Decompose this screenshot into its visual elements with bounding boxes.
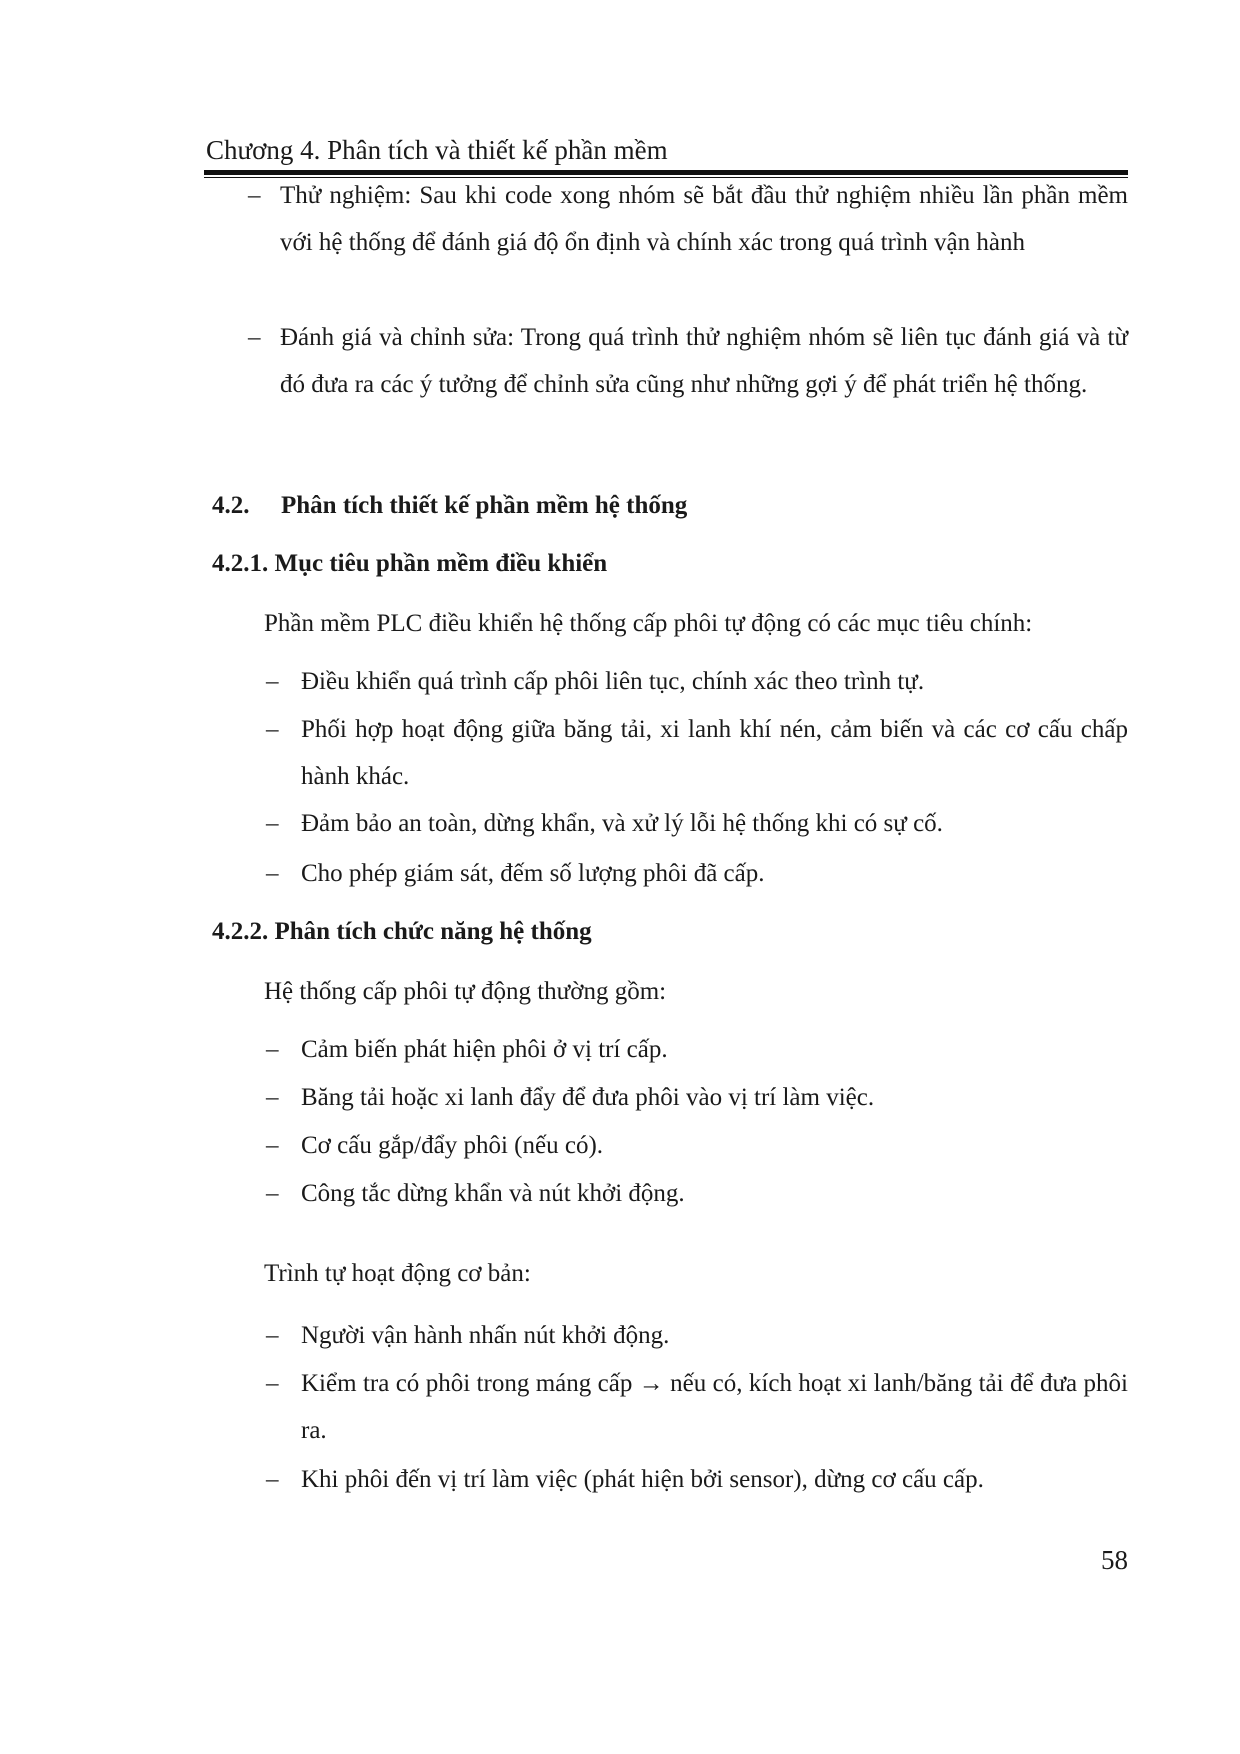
list-dash: – bbox=[248, 324, 261, 351]
list-item: Khi phôi đến vị trí làm việc (phát hiện bởi sensor), dừng cơ cấu cấp. bbox=[301, 1466, 984, 1493]
list-dash: – bbox=[266, 1466, 279, 1493]
list-item: Cơ cấu gắp/đẩy phôi (nếu có). bbox=[301, 1132, 604, 1159]
subsection-heading: 4.2.1. Mục tiêu phần mềm điều khiển bbox=[212, 550, 608, 577]
list-item: Đánh giá và chỉnh sửa: Trong quá trình thử nghiệm nhóm sẽ liên tục đánh giá và từ đó đưa ra các ý tưởng để chỉnh sửa cũng như những gợi ý để phát triển hệ thống. bbox=[280, 324, 1128, 398]
section-title: Phân tích thiết kế phần mềm hệ thống bbox=[281, 492, 688, 519]
list-item: Kiểm tra có phôi trong máng cấp → nếu có, kích hoạt xi lanh/băng tải để đưa phôi ra. bbox=[301, 1370, 1128, 1444]
list-item: Cho phép giám sát, đếm số lượng phôi đã cấp. bbox=[301, 860, 765, 887]
list-dash: – bbox=[266, 1132, 279, 1159]
paragraph: Trình tự hoạt động cơ bản: bbox=[264, 1260, 531, 1287]
list-item: Cảm biến phát hiện phôi ở vị trí cấp. bbox=[301, 1036, 668, 1063]
list-item: Người vận hành nhấn nút khởi động. bbox=[301, 1322, 670, 1349]
list-dash: – bbox=[266, 1084, 279, 1111]
chapter-header: Chương 4. Phân tích và thiết kế phần mềm bbox=[206, 135, 668, 165]
page-number: 58 bbox=[1101, 1545, 1128, 1575]
list-item: Đảm bảo an toàn, dừng khẩn, và xử lý lỗi hệ thống khi có sự cố. bbox=[301, 810, 943, 837]
subsection-heading: 4.2.2. Phân tích chức năng hệ thống bbox=[212, 918, 592, 945]
list-dash: – bbox=[266, 1180, 279, 1207]
list-dash: – bbox=[266, 716, 279, 743]
list-dash: – bbox=[266, 1322, 279, 1349]
list-dash: – bbox=[266, 668, 279, 695]
list-dash: – bbox=[266, 810, 279, 837]
list-dash: – bbox=[266, 1370, 279, 1397]
list-item: Công tắc dừng khẩn và nút khởi động. bbox=[301, 1180, 685, 1207]
paragraph: Hệ thống cấp phôi tự động thường gồm: bbox=[264, 978, 667, 1005]
list-item: Điều khiển quá trình cấp phôi liên tục, chính xác theo trình tự. bbox=[301, 668, 925, 695]
list-item: Thử nghiệm: Sau khi code xong nhóm sẽ bắt đầu thử nghiệm nhiều lần phần mềm với hệ thống để đánh giá độ ổn định và chính xác trong quá trình vận hành bbox=[280, 182, 1128, 256]
list-dash: – bbox=[266, 1036, 279, 1063]
paragraph: Phần mềm PLC điều khiển hệ thống cấp phôi tự động có các mục tiêu chính: bbox=[264, 610, 1033, 637]
list-item: Phối hợp hoạt động giữa băng tải, xi lanh khí nén, cảm biến và các cơ cấu chấp hành khác. bbox=[301, 716, 1128, 790]
section-number: 4.2. bbox=[212, 492, 250, 519]
list-item: Băng tải hoặc xi lanh đẩy để đưa phôi vào vị trí làm việc. bbox=[301, 1084, 875, 1111]
list-dash: – bbox=[248, 182, 261, 209]
list-dash: – bbox=[266, 860, 279, 887]
